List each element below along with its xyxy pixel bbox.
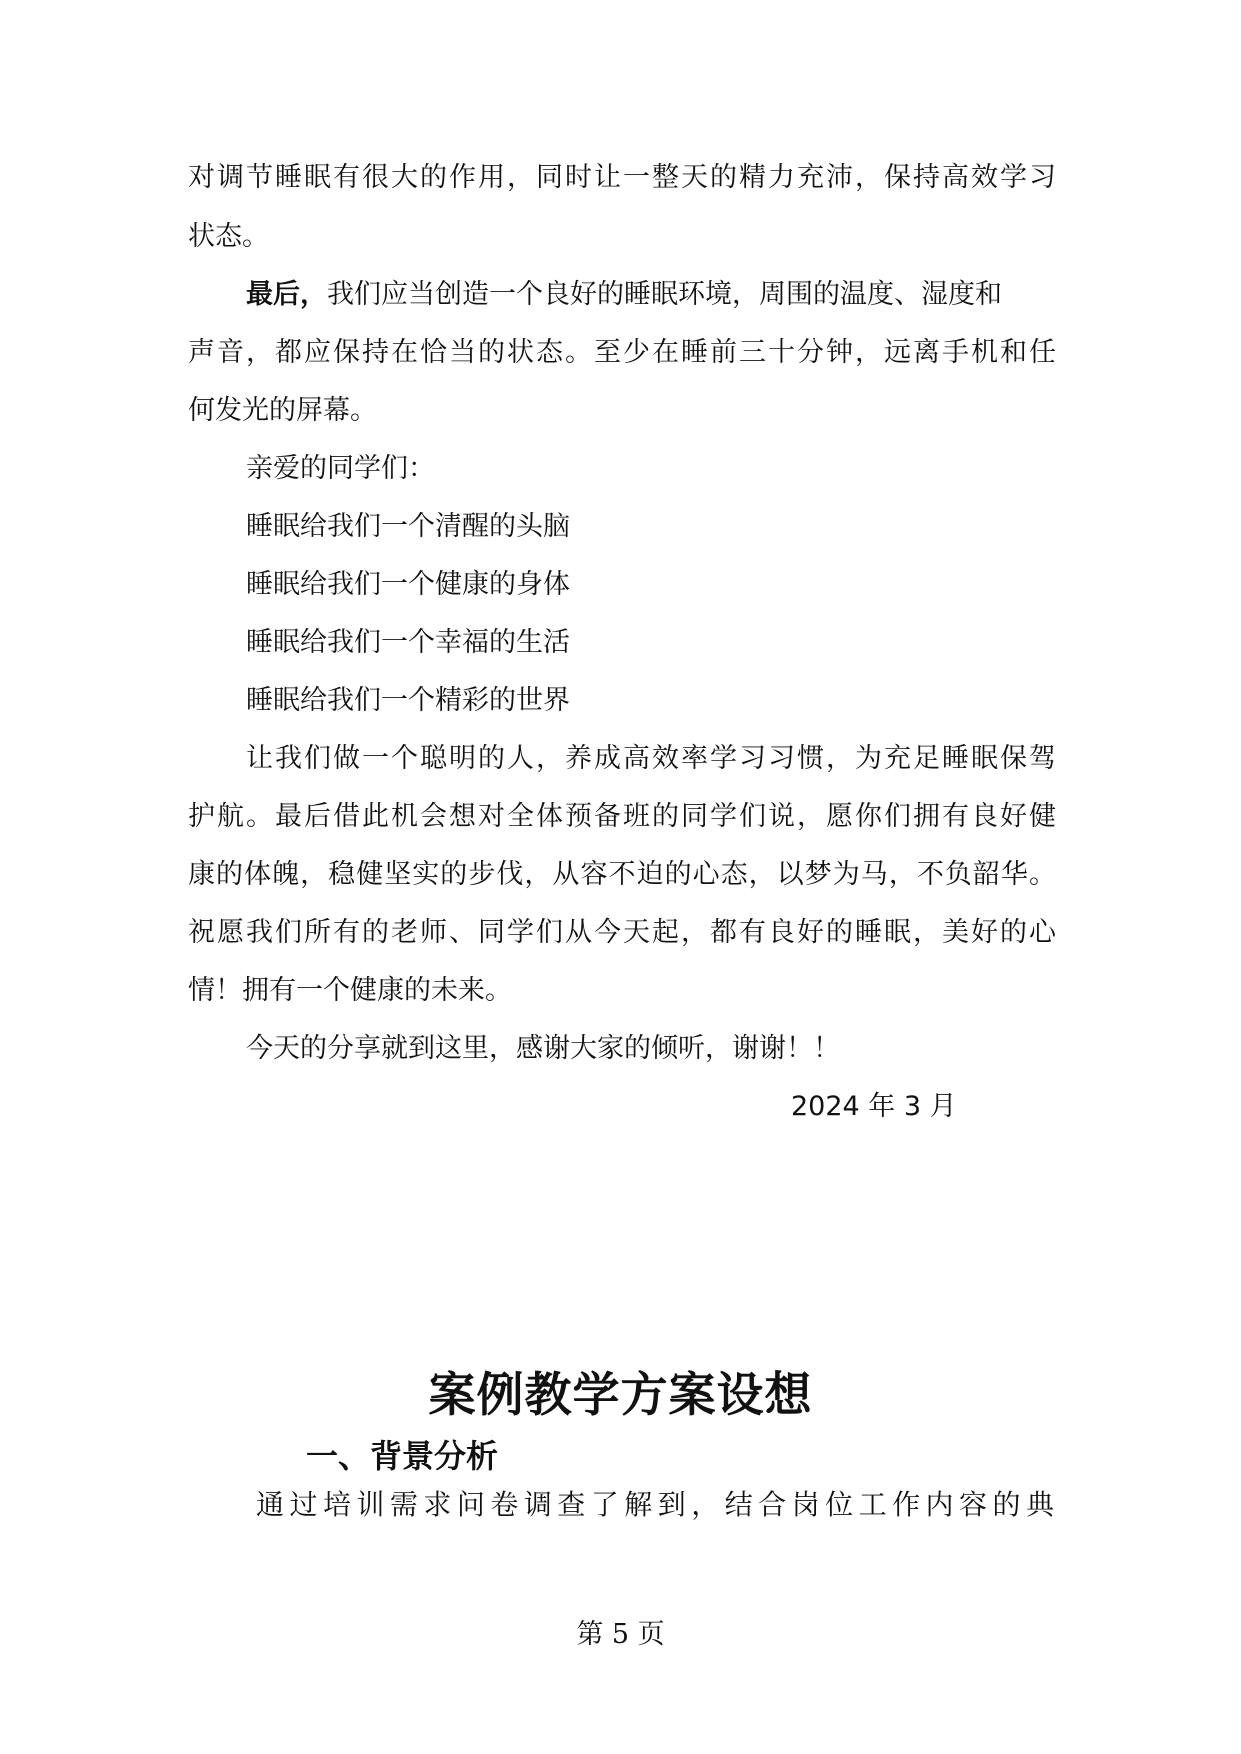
paragraph-text: 我们应当创造一个良好的睡眠环境，周围的温度、湿度和 [327,279,1002,310]
body-line: 声音，都应保持在恰当的状态。至少在睡前三十分钟，远离手机和任 [188,337,1056,368]
body-line: 对调节睡眠有很大的作用，同时让一整天的精力充沛，保持高效学习 [188,162,1056,193]
salutation: 亲爱的同学们： [246,453,435,484]
body-line: 让我们做一个聪明的人，养成高效率学习习惯，为充足睡眠保驾 [246,743,1056,774]
body-line: 护航。最后借此机会想对全体预备班的同学们说，愿你们拥有良好健 [188,801,1056,832]
body-line: 状态。 [188,221,269,252]
body-line: 何发光的屏幕。 [188,395,377,426]
poem-line: 睡眠给我们一个清醒的头脑 [246,511,570,542]
body-line: 情！拥有一个健康的未来。 [188,975,512,1006]
page-number: 第 5 页 [576,1619,665,1650]
thanks-line: 今天的分享就到这里，感谢大家的倾听，谢谢！！ [246,1033,840,1064]
poem-line: 睡眠给我们一个精彩的世界 [246,685,570,716]
poem-line: 睡眠给我们一个幸福的生活 [246,627,570,658]
paragraph-first-line [246,277,1002,313]
section-title: 案例教学方案设想 [428,1368,813,1423]
section-body-line: 通过培训需求问卷调查了解到，结合岗位工作内容的典 [256,1488,1056,1521]
poem-line: 睡眠给我们一个健康的身体 [246,569,570,600]
bold-lead: 最后， [246,279,327,310]
date: 2024 年 3 月 [791,1091,957,1122]
section-heading: 一、背景分析 [306,1437,499,1475]
body-line: 祝愿我们所有的老师、同学们从今天起，都有良好的睡眠，美好的心 [188,917,1056,948]
body-line: 康的体魄，稳健坚实的步伐，从容不迫的心态，以梦为马，不负韶华。 [188,859,1056,890]
